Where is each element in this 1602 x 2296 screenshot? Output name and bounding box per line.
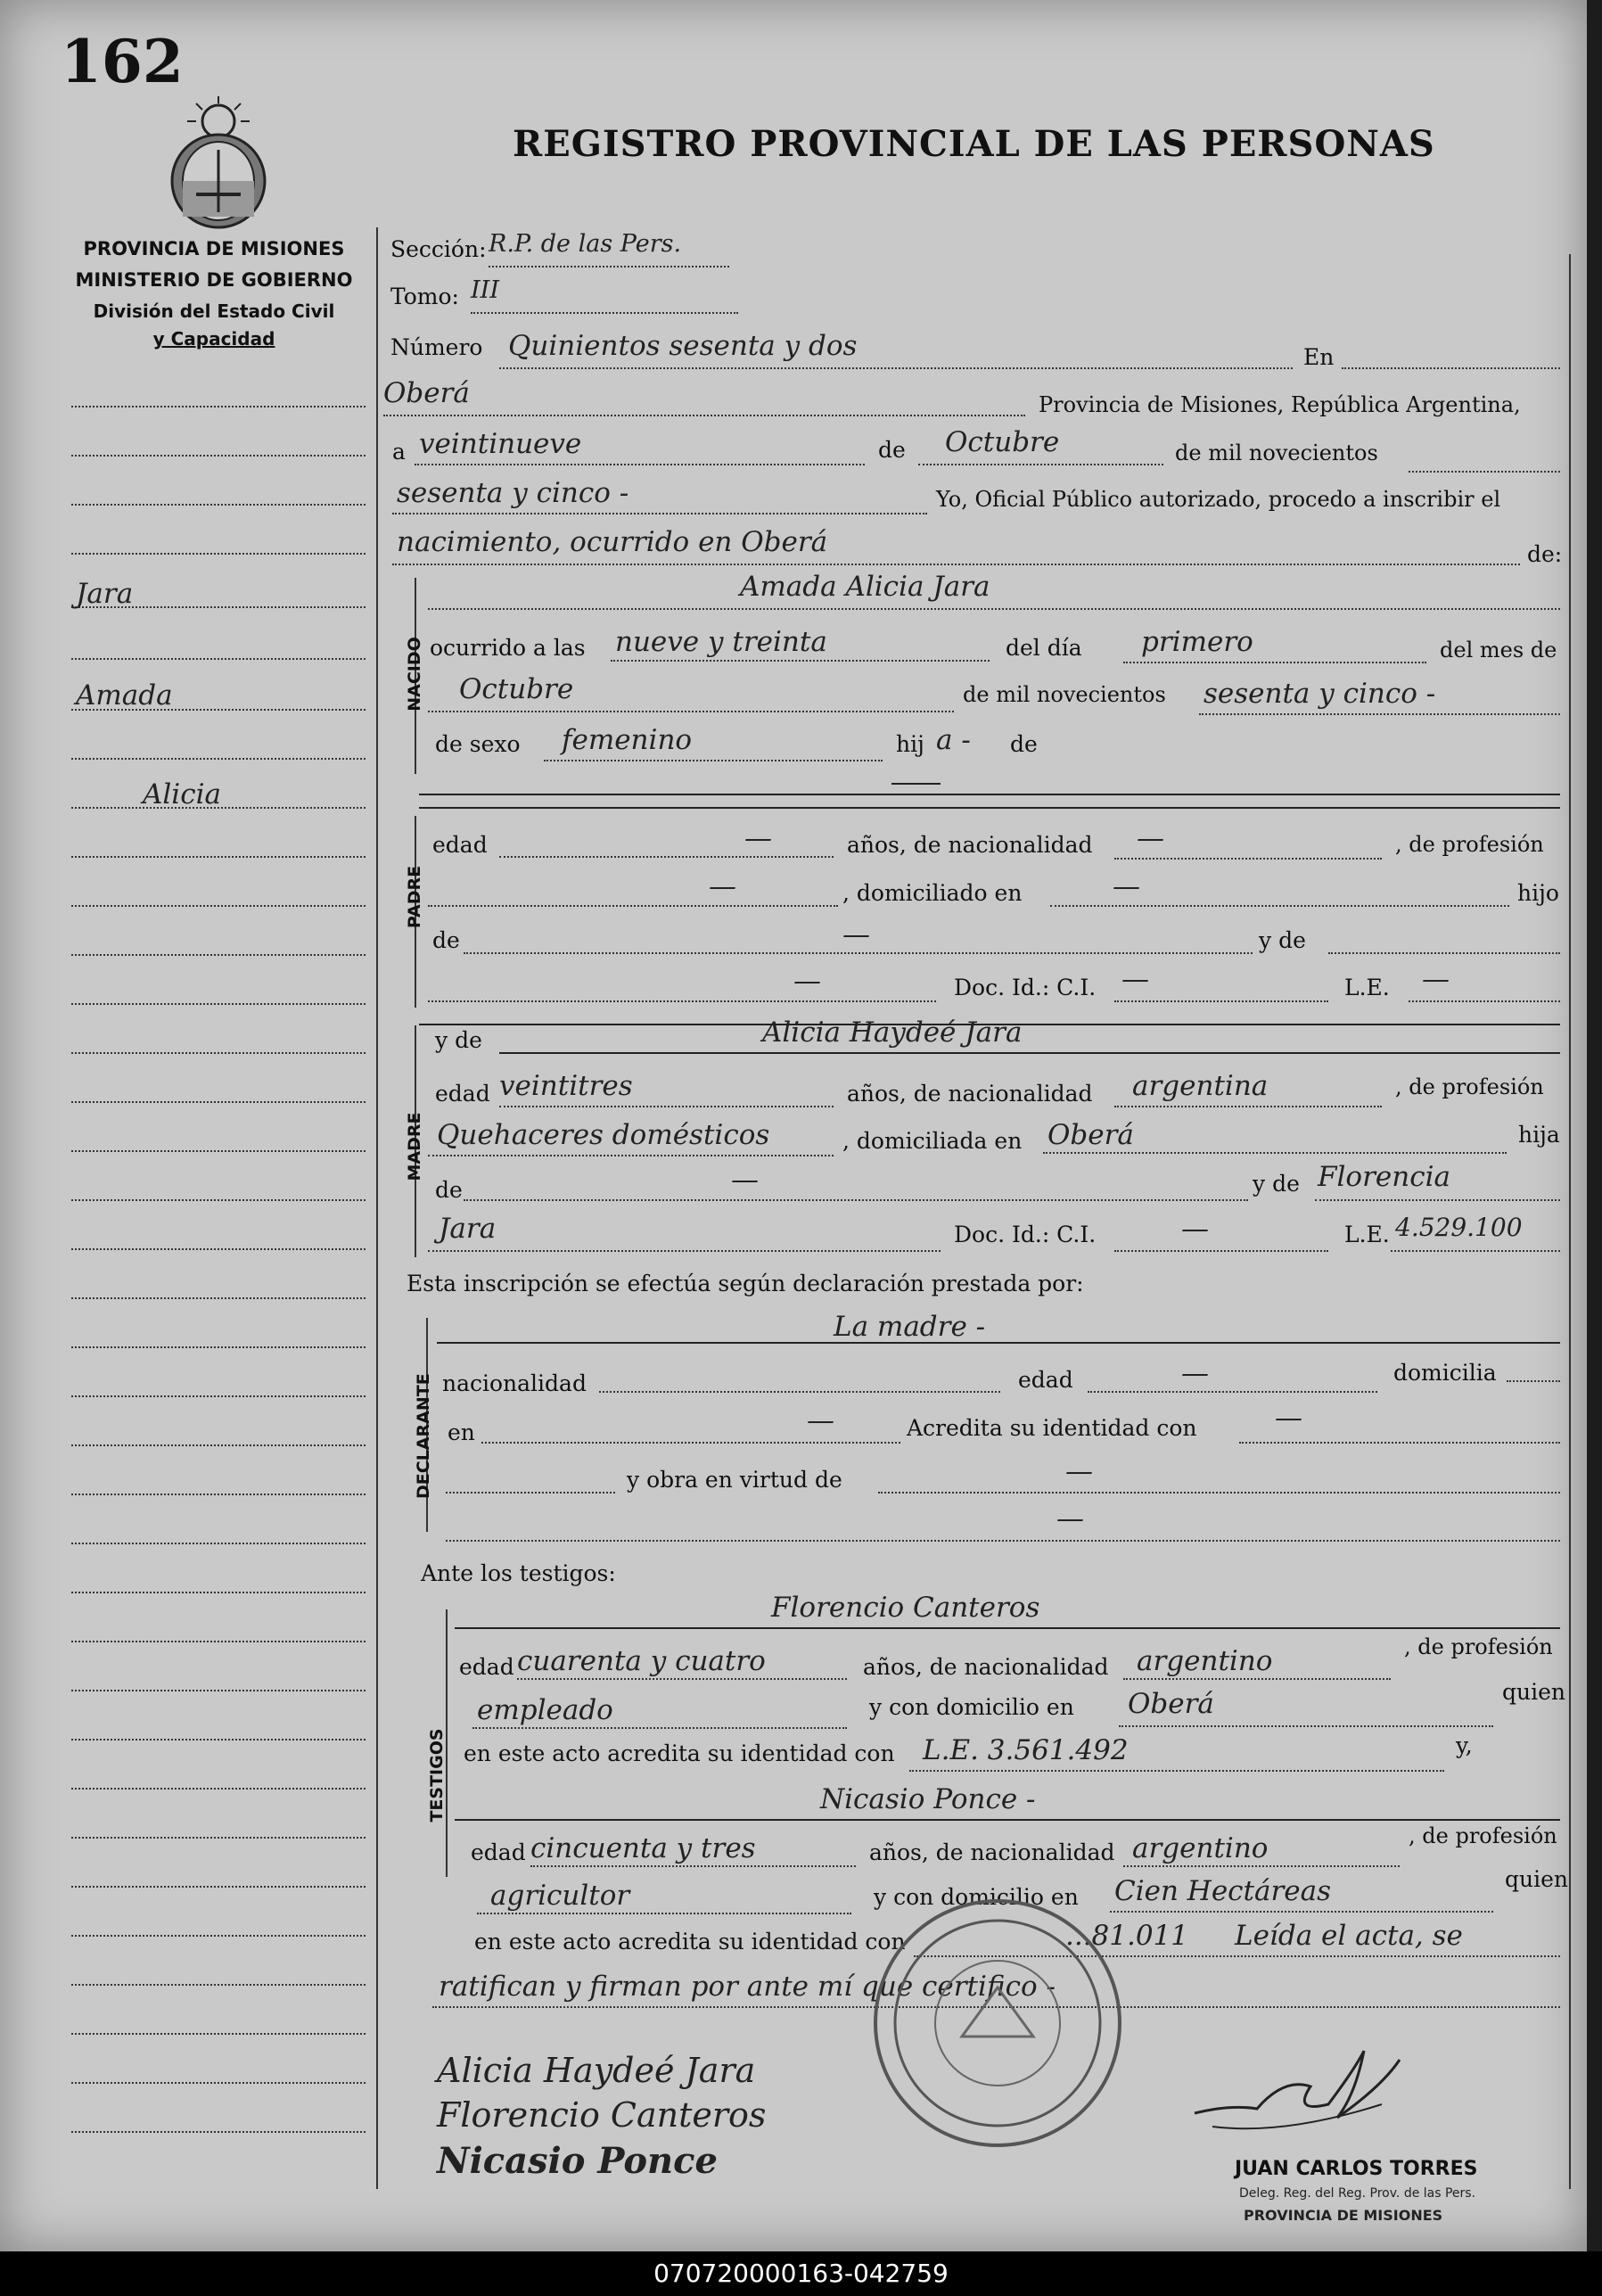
hora-value: nueve y treinta: [615, 626, 827, 658]
nacido-section-label: NACIDO: [405, 637, 424, 712]
scan-footer-id: 070720000163-042759: [0, 2251, 1602, 2296]
del-mes-label: del mes de: [1440, 638, 1557, 662]
testigo1-edad-value: cuarenta y cuatro: [517, 1645, 766, 1677]
signature-witness2: Nicasio Ponce: [437, 2140, 718, 2182]
madre-nac-value: argentina: [1132, 1070, 1269, 1102]
testigo2-name-value: Nicasio Ponce -: [820, 1783, 1036, 1815]
nacido-name-value: Amada Alicia Jara: [740, 571, 990, 603]
seccion-label: Sección:: [390, 236, 487, 262]
madre-prof-value: Quehaceres domésticos: [437, 1119, 770, 1151]
madre-y-de-label: y de: [435, 1027, 482, 1053]
declarante-nac-label: nacionalidad: [442, 1370, 587, 1396]
testigo2-edad-value: cincuenta y tres: [530, 1832, 756, 1864]
testigo2-dom-label: y con domicilio en: [874, 1884, 1079, 1910]
de-colon-label: de:: [1527, 541, 1563, 567]
padre-dom-value: —: [1113, 870, 1140, 902]
provincia-text: Provincia de Misiones, República Argentina,: [1039, 392, 1521, 417]
madre-apellido-value: Jara: [439, 1213, 497, 1245]
padre-dom-label: , domiciliado en: [842, 880, 1023, 906]
en-label: En: [1303, 344, 1335, 370]
madre-doc-label: Doc. Id.: C.I.: [954, 1222, 1097, 1247]
testigo2-doc-value: ...81.011: [1065, 1920, 1189, 1952]
authority-line4: y Capacidad: [152, 328, 275, 350]
padre-le-value: —: [1422, 963, 1450, 995]
declarante-obra-label: y obra en virtud de: [627, 1467, 842, 1493]
declarante-name-value: La madre -: [834, 1311, 986, 1343]
margin-first-name: Amada: [76, 679, 173, 712]
document-title: REGISTRO PROVINCIAL DE LAS PERSONAS: [513, 123, 1435, 165]
testigo1-prof-label: , de profesión: [1404, 1634, 1553, 1659]
testigo1-nac-value: argentino: [1137, 1645, 1273, 1677]
padre-doc-value: —: [1121, 963, 1149, 995]
declarante-acredita-value: —: [1275, 1402, 1302, 1434]
margin-surname: Jara: [76, 578, 134, 610]
testigo2-prof-label: , de profesión: [1409, 1823, 1557, 1848]
madre-y-de2-value: Florencia: [1318, 1161, 1450, 1193]
place-value: Oberá: [383, 377, 470, 409]
tomo-value: III: [471, 276, 499, 304]
testigo1-dom-value: Oberá: [1128, 1688, 1214, 1720]
hij-value: a -: [936, 724, 971, 756]
padre-section-label: PADRE: [405, 865, 424, 929]
coat-of-arms-icon: [160, 96, 276, 230]
dia-value: primero: [1141, 626, 1253, 658]
numero-value: Quinientos sesenta y dos: [508, 330, 858, 362]
ocurrido-label: ocurrido a las: [430, 635, 586, 661]
sexo-label: de sexo: [435, 731, 521, 757]
padre-edad-label: edad: [432, 832, 488, 858]
testigo1-name-value: Florencio Canteros: [771, 1592, 1040, 1624]
padre-prof-label: , de profesión: [1395, 832, 1544, 857]
padre-extra-dash: —: [793, 965, 821, 997]
padre-edad-value: —: [744, 822, 772, 854]
madre-prof-label: , de profesión: [1395, 1074, 1544, 1099]
signature-mother: Alicia Haydeé Jara: [437, 2051, 756, 2090]
a-label: a: [392, 439, 406, 465]
testigo2-nac-label: años, de nacionalidad: [869, 1839, 1115, 1865]
testigo1-edad-label: edad: [459, 1654, 514, 1680]
madre-doc-value: —: [1181, 1213, 1209, 1245]
authority-line1: PROVINCIA DE MISIONES: [83, 238, 345, 259]
date-month-value: Octubre: [945, 426, 1060, 458]
testigo2-quien-label: quien: [1505, 1866, 1568, 1892]
official-seal: [874, 1899, 1121, 2147]
testigo2-acto-label: en este acto acredita su identidad con: [474, 1929, 906, 1954]
padre-de-label: de: [432, 927, 460, 953]
madre-edad-value: veintitres: [499, 1070, 633, 1102]
testigo1-quien-label: quien: [1502, 1679, 1565, 1705]
oficial-text: Yo, Oficial Público autorizado, procedo a inscribir el: [936, 487, 1501, 512]
margin-middle-name: Alicia: [143, 778, 221, 811]
numero-label: Número: [390, 334, 483, 360]
madre-edad-label: edad: [435, 1081, 490, 1107]
madre-le-label: L.E.: [1344, 1222, 1390, 1247]
testigo2-nac-value: argentino: [1132, 1832, 1269, 1864]
testigo1-prof-value: empleado: [477, 1694, 613, 1726]
madre-section-label: MADRE: [405, 1112, 424, 1181]
leida-text: Leída el acta, se: [1235, 1920, 1463, 1952]
padre-prof-value: —: [709, 870, 736, 902]
mes-value: Octubre: [459, 673, 574, 705]
authority-line2: MINISTERIO DE GOBIERNO: [75, 269, 353, 291]
madre-le-value: 4.529.100: [1395, 1213, 1523, 1242]
madre-y-de2-label: y de: [1253, 1171, 1300, 1197]
madre-dom-label: , domiciliada en: [842, 1128, 1023, 1154]
declarante-obra-value: —: [1065, 1455, 1093, 1487]
declarante-acredita-label: Acredita su identidad con: [907, 1415, 1197, 1441]
declarante-intro: Esta inscripción se efectúa según declaración prestada por:: [407, 1271, 1084, 1296]
testigo1-acto-label: en este acto acredita su identidad con: [464, 1741, 895, 1766]
padre-de-value: —: [842, 918, 870, 950]
de-label: de: [878, 437, 906, 463]
seccion-value: R.P. de las Pers.: [489, 230, 682, 258]
declarante-dom-label: domicilia: [1393, 1360, 1497, 1386]
closing-text: ratifican y firman por ante mí que certifico -: [439, 1971, 1056, 2003]
date-day-value: veintinueve: [419, 428, 582, 460]
madre-hija-label: hija: [1518, 1122, 1560, 1148]
nacido-de-label: de: [1010, 731, 1038, 757]
signature-witness1: Florencio Canteros: [437, 2095, 767, 2135]
declarante-edad-value: —: [1181, 1357, 1209, 1389]
tomo-label: Tomo:: [390, 284, 459, 309]
testigo2-dom-value: Cien Hectáreas: [1114, 1875, 1332, 1907]
nacido-mil-label: de mil novecientos: [963, 682, 1166, 707]
madre-nac-label: años, de nacionalidad: [847, 1081, 1093, 1107]
acto-value: nacimiento, ocurrido en Oberá: [397, 526, 828, 558]
declarante-en-value: —: [807, 1404, 834, 1436]
official-name: JUAN CARLOS TORRES: [1235, 2158, 1478, 2180]
padre-hijo-label: hijo: [1517, 880, 1559, 906]
testigo1-doc-value: L.E. 3.561.492: [923, 1734, 1129, 1766]
madre-dom-value: Oberá: [1047, 1119, 1134, 1151]
official-province: PROVINCIA DE MISIONES: [1244, 2207, 1443, 2224]
madre-name-value: Alicia Haydeé Jara: [762, 1016, 1023, 1049]
declarante-extra-value: —: [1056, 1502, 1084, 1535]
issuing-authority: [53, 234, 374, 350]
declarante-section-label: DECLARANTE: [414, 1373, 433, 1499]
page-number: 162: [61, 27, 184, 96]
testigo1-y-label: y,: [1456, 1732, 1473, 1758]
padre-doc-label: Doc. Id.: C.I.: [954, 975, 1097, 1000]
testigo2-prof-value: agricultor: [490, 1880, 630, 1912]
mil-label: de mil novecientos: [1175, 440, 1378, 465]
anio-value: sesenta y cinco -: [1204, 678, 1436, 710]
declarante-edad-label: edad: [1018, 1367, 1073, 1393]
authority-line3: División del Estado Civil: [93, 300, 335, 322]
testigos-section-label: TESTIGOS: [427, 1728, 447, 1823]
column-divider: [376, 227, 378, 2189]
declarante-en-label: en: [448, 1420, 475, 1445]
testigo1-dom-label: y con domicilio en: [869, 1694, 1074, 1720]
testigo1-nac-label: años, de nacionalidad: [863, 1654, 1109, 1680]
padre-nac-value: —: [1137, 822, 1164, 854]
madre-de-value: —: [731, 1164, 759, 1196]
sexo-value: femenino: [562, 724, 693, 756]
madre-de-label: de: [435, 1177, 463, 1203]
padre-le-label: L.E.: [1344, 975, 1390, 1000]
del-dia-label: del día: [1006, 635, 1082, 661]
year-value: sesenta y cinco -: [397, 477, 629, 509]
official-title: Deleg. Reg. del Reg. Prov. de las Pers.: [1239, 2186, 1476, 2201]
right-border: [1569, 254, 1571, 2189]
testigos-intro: Ante los testigos:: [421, 1560, 616, 1586]
padre-nac-label: años, de nacionalidad: [847, 832, 1093, 858]
testigo2-edad-label: edad: [471, 1839, 526, 1865]
hij-label: hij: [896, 731, 924, 757]
padre-y-de-label: y de: [1259, 927, 1306, 953]
official-signature: [1177, 2042, 1409, 2140]
